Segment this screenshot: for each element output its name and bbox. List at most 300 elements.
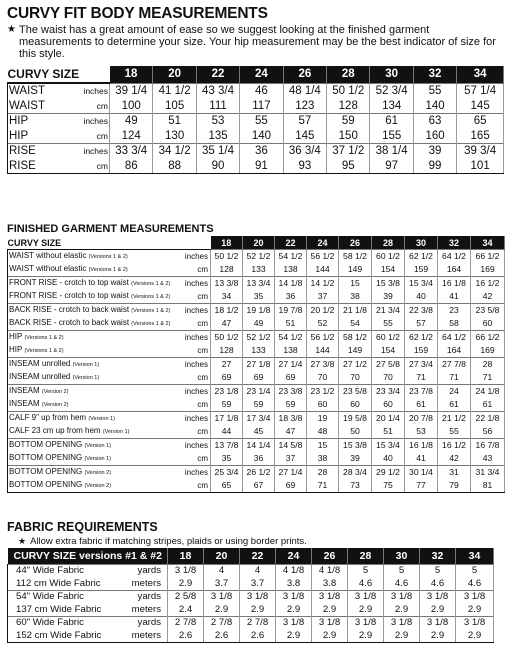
value-cell: 15 bbox=[339, 277, 372, 291]
value-cell: 91 bbox=[240, 159, 283, 174]
value-cell: 2.9 bbox=[348, 630, 384, 643]
table-row bbox=[8, 250, 505, 264]
value-cell: 52 1/2 bbox=[243, 250, 275, 264]
unit-label: inches bbox=[178, 358, 211, 372]
value-cell: 19 7/8 bbox=[275, 304, 307, 318]
value-cell: 38 bbox=[307, 452, 339, 466]
value-cell: 53 bbox=[405, 425, 438, 439]
measurement-name: WAIST without elastic bbox=[9, 251, 87, 260]
value-cell: 145 bbox=[457, 99, 504, 114]
value-cell: 65 bbox=[457, 114, 504, 129]
value-cell: 135 bbox=[196, 129, 239, 144]
value-cell: 81 bbox=[471, 479, 505, 493]
measurement-name: RISE bbox=[9, 145, 36, 158]
value-cell: 164 bbox=[438, 263, 471, 277]
value-cell: 117 bbox=[240, 99, 283, 114]
value-cell: 20 7/8 bbox=[405, 412, 438, 426]
value-cell: 3 1/8 bbox=[204, 591, 240, 604]
value-cell: 159 bbox=[405, 344, 438, 358]
value-cell: 5 bbox=[456, 565, 494, 578]
value-cell: 38 1/4 bbox=[370, 144, 413, 159]
value-cell: 101 bbox=[457, 159, 504, 174]
row-label bbox=[8, 385, 178, 399]
table-row bbox=[8, 304, 505, 318]
value-cell: 13 7/8 bbox=[211, 439, 243, 453]
value-cell: 130 bbox=[153, 129, 196, 144]
row-label bbox=[8, 263, 178, 277]
value-cell: 169 bbox=[471, 263, 505, 277]
value-cell: 58 1/2 bbox=[339, 331, 372, 345]
value-cell: 39 bbox=[339, 452, 372, 466]
row-label bbox=[8, 479, 178, 493]
value-cell: 144 bbox=[307, 263, 339, 277]
value-cell: 164 bbox=[438, 344, 471, 358]
value-cell: 61 bbox=[471, 398, 505, 412]
value-cell: 86 bbox=[110, 159, 153, 174]
table-row bbox=[8, 565, 494, 578]
value-cell: 4.6 bbox=[456, 578, 494, 591]
value-cell: 69 bbox=[275, 479, 307, 493]
unit-label: inches bbox=[178, 277, 211, 291]
value-cell: 95 bbox=[327, 159, 370, 174]
value-cell: 54 1/2 bbox=[275, 250, 307, 264]
table-row bbox=[8, 385, 505, 399]
value-cell: 2.9 bbox=[312, 630, 348, 643]
measurement-name: HIP bbox=[9, 332, 23, 341]
table-row bbox=[8, 114, 504, 129]
value-cell: 60 bbox=[307, 398, 339, 412]
value-cell: 13 3/4 bbox=[243, 277, 275, 291]
unit-label: cm bbox=[68, 99, 109, 114]
value-cell: 27 1/4 bbox=[275, 466, 307, 480]
value-cell: 69 bbox=[243, 371, 275, 385]
value-cell: 2.9 bbox=[204, 604, 240, 617]
value-cell: 51 bbox=[275, 317, 307, 331]
value-cell: 27 1/2 bbox=[339, 358, 372, 372]
measurement-name: 152 cm Wide Fabric bbox=[16, 629, 102, 641]
value-cell: 27 3/8 bbox=[307, 358, 339, 372]
table-row bbox=[8, 425, 505, 439]
value-cell: 52 3/4 bbox=[370, 83, 413, 99]
value-cell: 27 5/8 bbox=[372, 358, 405, 372]
unit-label: yards bbox=[116, 617, 168, 630]
value-cell: 69 bbox=[275, 371, 307, 385]
table-row bbox=[8, 331, 505, 345]
value-cell: 3 1/8 bbox=[348, 617, 384, 630]
table-row bbox=[8, 277, 505, 291]
value-cell: 35 bbox=[211, 452, 243, 466]
value-cell: 14 1/2 bbox=[307, 277, 339, 291]
value-cell: 165 bbox=[457, 129, 504, 144]
row-label bbox=[8, 425, 178, 439]
size-header-28: 28 bbox=[348, 548, 384, 565]
value-cell: 2.9 bbox=[168, 578, 204, 591]
row-label bbox=[8, 466, 178, 480]
value-cell: 21 1/8 bbox=[339, 304, 372, 318]
size-header-32: 32 bbox=[420, 548, 456, 565]
row-label bbox=[8, 412, 178, 426]
unit-label: inches bbox=[178, 385, 211, 399]
value-cell: 27 3/4 bbox=[405, 358, 438, 372]
measurement-name: HIP bbox=[9, 115, 29, 128]
value-cell: 40 bbox=[405, 290, 438, 304]
value-cell: 154 bbox=[372, 344, 405, 358]
table-row bbox=[8, 412, 505, 426]
value-cell: 21 3/4 bbox=[372, 304, 405, 318]
value-cell: 66 1/2 bbox=[471, 250, 505, 264]
value-cell: 51 bbox=[372, 425, 405, 439]
value-cell: 37 bbox=[307, 290, 339, 304]
table-row bbox=[8, 591, 494, 604]
measurement-name: WAIST bbox=[9, 99, 45, 112]
value-cell: 31 bbox=[438, 466, 471, 480]
garment-measurements-title: FINISHED GARMENT MEASUREMENTS bbox=[7, 223, 214, 235]
value-cell: 73 bbox=[339, 479, 372, 493]
row-label bbox=[8, 358, 178, 372]
value-cell: 24 bbox=[438, 385, 471, 399]
measurement-name: FRONT RISE - crotch to top waist bbox=[9, 278, 129, 287]
row-label bbox=[8, 290, 178, 304]
value-cell: 4 1/8 bbox=[276, 565, 312, 578]
version-tag: (Versions 1 & 2) bbox=[131, 321, 171, 327]
unit-label: meters bbox=[116, 630, 168, 643]
body-measurements-table bbox=[7, 66, 504, 174]
table-header-row bbox=[8, 236, 505, 250]
version-tag: (Version 1) bbox=[88, 416, 115, 422]
measurement-name: BACK RISE - crotch to back waist bbox=[9, 305, 130, 314]
value-cell: 14 1/4 bbox=[243, 439, 275, 453]
value-cell: 60 bbox=[372, 398, 405, 412]
value-cell: 63 bbox=[413, 114, 456, 129]
value-cell: 16 1/8 bbox=[438, 277, 471, 291]
table-row bbox=[8, 479, 505, 493]
value-cell: 16 7/8 bbox=[471, 439, 505, 453]
value-cell: 54 1/2 bbox=[275, 331, 307, 345]
value-cell: 60 1/2 bbox=[372, 331, 405, 345]
value-cell: 2.9 bbox=[420, 630, 456, 643]
size-header-32: 32 bbox=[438, 236, 471, 250]
value-cell: 57 bbox=[405, 317, 438, 331]
value-cell: 53 bbox=[196, 114, 239, 129]
size-header-30: 30 bbox=[384, 548, 420, 565]
value-cell: 4.6 bbox=[420, 578, 456, 591]
value-cell: 36 bbox=[243, 452, 275, 466]
value-cell: 64 1/2 bbox=[438, 331, 471, 345]
value-cell: 61 bbox=[370, 114, 413, 129]
value-cell: 134 bbox=[370, 99, 413, 114]
value-cell: 2.9 bbox=[384, 604, 420, 617]
value-cell: 88 bbox=[153, 159, 196, 174]
size-header-24: 24 bbox=[240, 66, 283, 83]
fabric-requirements-table bbox=[7, 548, 494, 643]
size-header-18: 18 bbox=[168, 548, 204, 565]
value-cell: 55 bbox=[240, 114, 283, 129]
value-cell: 3 1/8 bbox=[312, 591, 348, 604]
value-cell: 20 1/4 bbox=[372, 412, 405, 426]
value-cell: 23 1/2 bbox=[307, 385, 339, 399]
value-cell: 23 3/8 bbox=[275, 385, 307, 399]
value-cell: 55 bbox=[438, 425, 471, 439]
value-cell: 138 bbox=[275, 263, 307, 277]
table-row bbox=[8, 452, 505, 466]
size-header-18: 18 bbox=[110, 66, 153, 83]
size-header-28: 28 bbox=[327, 66, 370, 83]
table-row bbox=[8, 630, 494, 643]
value-cell: 47 bbox=[275, 425, 307, 439]
value-cell: 71 bbox=[307, 479, 339, 493]
size-header-label: CURVY SIZE bbox=[8, 236, 211, 250]
value-cell: 43 3/4 bbox=[196, 83, 239, 99]
value-cell: 3 1/8 bbox=[384, 617, 420, 630]
row-label bbox=[8, 144, 69, 159]
value-cell: 41 bbox=[438, 290, 471, 304]
row-label bbox=[8, 83, 69, 99]
unit-label: meters bbox=[116, 604, 168, 617]
value-cell: 2.4 bbox=[168, 604, 204, 617]
value-cell: 70 bbox=[372, 371, 405, 385]
size-header-20: 20 bbox=[243, 236, 275, 250]
unit-label: cm bbox=[178, 425, 211, 439]
value-cell: 23 1/8 bbox=[211, 385, 243, 399]
value-cell: 23 3/4 bbox=[372, 385, 405, 399]
size-header-32: 32 bbox=[413, 66, 456, 83]
table-row bbox=[8, 604, 494, 617]
star-icon: ★ bbox=[18, 536, 27, 546]
measurement-name: 54" Wide Fabric bbox=[16, 591, 84, 603]
value-cell: 2.9 bbox=[456, 630, 494, 643]
value-cell: 69 bbox=[211, 371, 243, 385]
value-cell: 3 1/8 bbox=[456, 617, 494, 630]
unit-label: inches bbox=[68, 114, 109, 129]
value-cell: 5 bbox=[384, 565, 420, 578]
fabric-note-text: Allow extra fabric if matching stripes, plaids or using border prints. bbox=[30, 536, 307, 547]
value-cell: 16 1/2 bbox=[438, 439, 471, 453]
value-cell: 46 bbox=[240, 83, 283, 99]
unit-label: inches bbox=[178, 466, 211, 480]
value-cell: 24 1/8 bbox=[471, 385, 505, 399]
value-cell: 160 bbox=[413, 129, 456, 144]
value-cell: 2.6 bbox=[168, 630, 204, 643]
row-label bbox=[8, 578, 116, 591]
value-cell: 28 bbox=[307, 466, 339, 480]
measurement-name: WAIST bbox=[9, 85, 45, 98]
value-cell: 79 bbox=[438, 479, 471, 493]
version-tag: (Version 2) bbox=[41, 402, 69, 408]
size-header-20: 20 bbox=[204, 548, 240, 565]
measurement-name: WAIST without elastic bbox=[9, 264, 87, 273]
value-cell: 39 1/4 bbox=[110, 83, 153, 99]
value-cell: 35 bbox=[243, 290, 275, 304]
body-measurements-note bbox=[7, 24, 505, 60]
value-cell: 37 bbox=[275, 452, 307, 466]
measurement-name: INSEAM unrolled bbox=[9, 372, 71, 381]
value-cell: 4 bbox=[204, 565, 240, 578]
value-cell: 15 bbox=[307, 439, 339, 453]
table-row bbox=[8, 617, 494, 630]
measurement-name: BOTTOM OPENING bbox=[9, 480, 83, 489]
value-cell: 144 bbox=[307, 344, 339, 358]
value-cell: 58 bbox=[438, 317, 471, 331]
measurement-name: 112 cm Wide Fabric bbox=[16, 577, 101, 589]
value-cell: 3 1/8 bbox=[240, 591, 276, 604]
version-tag: (Version 1) bbox=[84, 443, 112, 449]
value-cell: 71 bbox=[438, 371, 471, 385]
value-cell: 37 1/2 bbox=[327, 144, 370, 159]
version-tag: (Version 1) bbox=[84, 456, 112, 462]
value-cell: 149 bbox=[339, 344, 372, 358]
value-cell: 38 bbox=[339, 290, 372, 304]
value-cell: 3 1/8 bbox=[312, 617, 348, 630]
value-cell: 27 1/4 bbox=[275, 358, 307, 372]
row-label bbox=[8, 317, 178, 331]
value-cell: 2.9 bbox=[420, 604, 456, 617]
value-cell: 49 bbox=[110, 114, 153, 129]
value-cell: 4 1/8 bbox=[312, 565, 348, 578]
value-cell: 70 bbox=[339, 371, 372, 385]
value-cell: 140 bbox=[413, 99, 456, 114]
unit-label: inches bbox=[178, 439, 211, 453]
row-label bbox=[8, 398, 178, 412]
size-header-22: 22 bbox=[240, 548, 276, 565]
value-cell: 14 5/8 bbox=[275, 439, 307, 453]
value-cell: 2 7/8 bbox=[168, 617, 204, 630]
value-cell: 14 1/8 bbox=[275, 277, 307, 291]
value-cell: 23 7/8 bbox=[405, 385, 438, 399]
table-row bbox=[8, 358, 505, 372]
unit-label: inches bbox=[68, 83, 109, 99]
row-label bbox=[8, 617, 116, 630]
value-cell: 18 1/2 bbox=[211, 304, 243, 318]
body-note-text: The waist has a great amount of ease so we suggest looking at the finished garment measurements to determine your size. Your hip measurement may be the best indicator of size for this style. bbox=[19, 24, 496, 60]
size-header-24: 24 bbox=[276, 548, 312, 565]
table-row bbox=[8, 129, 504, 144]
unit-label: meters bbox=[116, 578, 168, 591]
value-cell: 44 bbox=[211, 425, 243, 439]
value-cell: 59 bbox=[243, 398, 275, 412]
size-header-28: 28 bbox=[372, 236, 405, 250]
value-cell: 40 bbox=[372, 452, 405, 466]
value-cell: 50 1/2 bbox=[211, 331, 243, 345]
version-tag: (Version 2) bbox=[84, 483, 112, 489]
value-cell: 56 1/2 bbox=[307, 250, 339, 264]
value-cell: 55 bbox=[413, 83, 456, 99]
value-cell: 48 1/4 bbox=[283, 83, 326, 99]
value-cell: 29 1/2 bbox=[372, 466, 405, 480]
value-cell: 50 1/2 bbox=[327, 83, 370, 99]
value-cell: 17 1/8 bbox=[211, 412, 243, 426]
value-cell: 150 bbox=[327, 129, 370, 144]
size-header-label: CURVY SIZE versions #1 & #2 bbox=[8, 548, 168, 565]
measurement-name: INSEAM bbox=[9, 386, 40, 395]
table-row bbox=[8, 290, 505, 304]
value-cell: 4.6 bbox=[384, 578, 420, 591]
value-cell: 4.6 bbox=[348, 578, 384, 591]
value-cell: 39 bbox=[372, 290, 405, 304]
value-cell: 67 bbox=[243, 479, 275, 493]
value-cell: 17 3/4 bbox=[243, 412, 275, 426]
value-cell: 59 bbox=[211, 398, 243, 412]
value-cell: 27 7/8 bbox=[438, 358, 471, 372]
version-tag: (Versions 1 & 2) bbox=[88, 254, 128, 260]
value-cell: 3.8 bbox=[312, 578, 348, 591]
row-label bbox=[8, 452, 178, 466]
value-cell: 13 3/8 bbox=[211, 277, 243, 291]
value-cell: 47 bbox=[211, 317, 243, 331]
value-cell: 77 bbox=[405, 479, 438, 493]
size-header-34: 34 bbox=[456, 548, 494, 565]
table-header-row bbox=[8, 66, 504, 83]
unit-label: cm bbox=[178, 479, 211, 493]
measurement-name: 60" Wide Fabric bbox=[16, 617, 84, 629]
size-header-30: 30 bbox=[370, 66, 413, 83]
value-cell: 70 bbox=[307, 371, 339, 385]
value-cell: 59 bbox=[327, 114, 370, 129]
value-cell: 149 bbox=[339, 263, 372, 277]
value-cell: 3.7 bbox=[204, 578, 240, 591]
fabric-requirements-title: FABRIC REQUIREMENTS bbox=[7, 520, 158, 534]
unit-label: inches bbox=[178, 250, 211, 264]
value-cell: 128 bbox=[211, 344, 243, 358]
value-cell: 2.9 bbox=[240, 604, 276, 617]
measurement-name: 44" Wide Fabric bbox=[16, 565, 84, 577]
value-cell: 15 3/4 bbox=[372, 439, 405, 453]
value-cell: 33 3/4 bbox=[110, 144, 153, 159]
value-cell: 128 bbox=[211, 263, 243, 277]
unit-label: cm bbox=[178, 317, 211, 331]
value-cell: 16 1/8 bbox=[405, 439, 438, 453]
size-header-26: 26 bbox=[339, 236, 372, 250]
value-cell: 45 bbox=[243, 425, 275, 439]
version-tag: (Versions 1 & 2) bbox=[131, 281, 171, 287]
value-cell: 138 bbox=[275, 344, 307, 358]
value-cell: 71 bbox=[471, 371, 505, 385]
value-cell: 16 1/2 bbox=[471, 277, 505, 291]
value-cell: 3 1/8 bbox=[456, 591, 494, 604]
value-cell: 22 1/8 bbox=[471, 412, 505, 426]
value-cell: 60 bbox=[339, 398, 372, 412]
value-cell: 23 bbox=[438, 304, 471, 318]
value-cell: 100 bbox=[110, 99, 153, 114]
value-cell: 23 5/8 bbox=[471, 304, 505, 318]
value-cell: 66 1/2 bbox=[471, 331, 505, 345]
table-row bbox=[8, 83, 504, 99]
value-cell: 2 5/8 bbox=[168, 591, 204, 604]
value-cell: 71 bbox=[405, 371, 438, 385]
value-cell: 26 1/2 bbox=[243, 466, 275, 480]
value-cell: 2.9 bbox=[276, 630, 312, 643]
table-row bbox=[8, 371, 505, 385]
row-label bbox=[8, 99, 69, 114]
value-cell: 25 3/4 bbox=[211, 466, 243, 480]
value-cell: 3.7 bbox=[240, 578, 276, 591]
table-row bbox=[8, 439, 505, 453]
version-tag: (Version 1) bbox=[102, 429, 130, 435]
fabric-note bbox=[18, 536, 307, 547]
size-header-26: 26 bbox=[283, 66, 326, 83]
row-label bbox=[8, 439, 178, 453]
value-cell: 2.9 bbox=[312, 604, 348, 617]
unit-label: cm bbox=[68, 159, 109, 174]
body-measurements-title: CURVY FIT BODY MEASUREMENTS bbox=[7, 5, 268, 22]
version-tag: (Versions 1 & 2) bbox=[24, 335, 64, 341]
value-cell: 2.6 bbox=[204, 630, 240, 643]
value-cell: 28 bbox=[471, 358, 505, 372]
value-cell: 169 bbox=[471, 344, 505, 358]
measurement-name: INSEAM unrolled bbox=[9, 359, 71, 368]
size-header-26: 26 bbox=[312, 548, 348, 565]
value-cell: 61 bbox=[438, 398, 471, 412]
value-cell: 57 bbox=[283, 114, 326, 129]
